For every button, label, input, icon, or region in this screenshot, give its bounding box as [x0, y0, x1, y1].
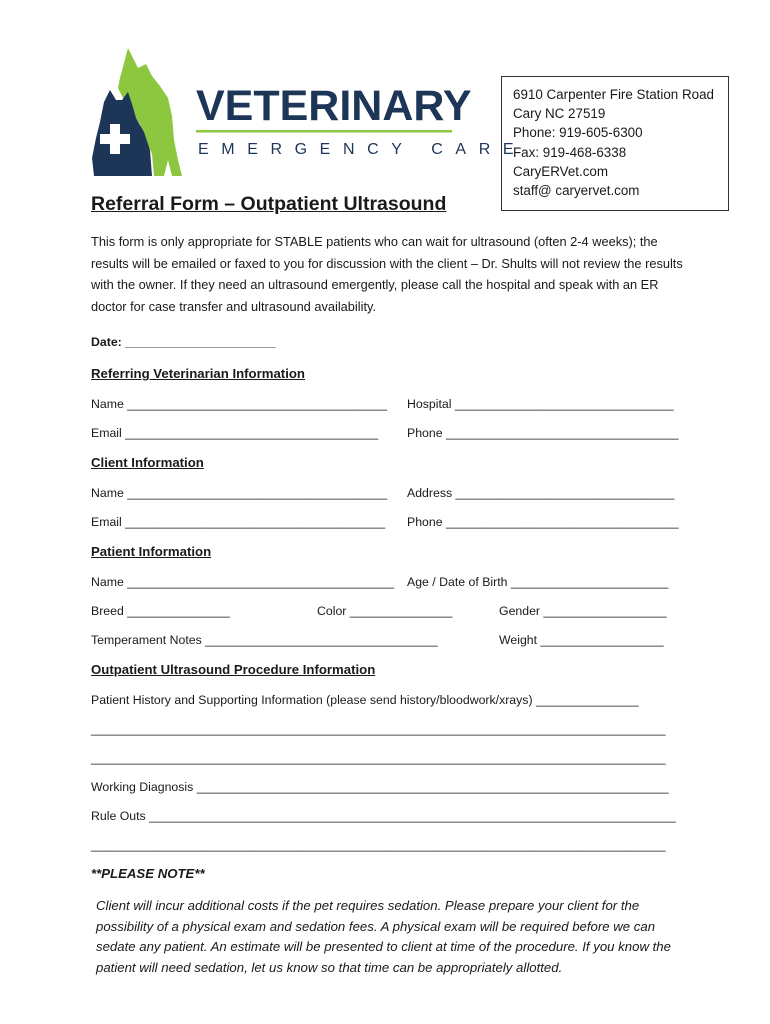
section-procedure: Outpatient Ultrasound Procedure Information	[91, 662, 376, 677]
client-email-field[interactable]: Email ______________________________________	[91, 515, 386, 529]
ref-name-field[interactable]: Name ______________________________________	[91, 397, 388, 411]
ref-email-field[interactable]: Email _____________________________________	[91, 426, 379, 440]
blank-line[interactable]: ____________________________________________________________________________________	[91, 838, 666, 852]
color-field[interactable]: Color _______________	[317, 604, 453, 618]
note-title: **PLEASE NOTE**	[91, 866, 205, 881]
address-street: 6910 Carpenter Fire Station Road	[513, 87, 714, 102]
ref-phone-field[interactable]: Phone __________________________________	[407, 426, 679, 440]
address-city: Cary NC 27519	[513, 106, 606, 122]
breed-field[interactable]: Breed _______________	[91, 604, 230, 618]
address-email: staff@ caryervet.com	[513, 183, 640, 199]
section-referring-vet: Referring Veterinarian Information	[91, 366, 305, 381]
history-field[interactable]: Patient History and Supporting Information (please send history/bloodwork/xrays) _______________	[91, 693, 639, 707]
client-name-field[interactable]: Name ______________________________________	[91, 486, 388, 500]
intro-paragraph: This form is only appropriate for STABLE patients who can wait for ultrasound (often 2-4 weeks); the results will be emailed or faxed to you for discussion with the client – Dr. Shults will not review the results with the owner. If they need an ultrasound emergently, please call the hospital and speak with an ER doctor for case transfer and ultrasound availability.	[91, 234, 683, 314]
dog-cat-cross-icon	[88, 42, 527, 182]
note-body: Client will incur additional costs if the pet requires sedation. Please prepare your client for the possibility of a physical exam and sedation fees. A physical exam will be required before we can sedate any patient. An estimate will be presented to client at time of the procedure. If you know the patient will need sedation, let us know so that time can be appropriately allotted.	[96, 898, 671, 975]
ruleouts-field[interactable]: Rule Outs _____________________________________________________________________________	[91, 809, 676, 823]
weight-field[interactable]: Weight __________________	[499, 633, 664, 647]
client-phone-field[interactable]: Phone __________________________________	[407, 515, 679, 529]
address-fax: Fax: 919-468-6338	[513, 144, 627, 160]
temperament-field[interactable]: Temperament Notes __________________________________	[91, 633, 438, 647]
blank-line[interactable]: ____________________________________________________________________________________	[91, 751, 666, 765]
address-website: CaryERVet.com	[513, 163, 609, 179]
address-box	[501, 76, 729, 211]
section-patient: Patient Information	[91, 544, 212, 559]
blank-line[interactable]: ____________________________________________________________________________________	[91, 722, 666, 736]
ref-hospital-field[interactable]: Hospital ________________________________	[407, 397, 674, 411]
form-title: Referral Form – Outpatient Ultrasound	[91, 193, 447, 215]
logo-divider	[196, 130, 452, 133]
address-phone: Phone: 919-605-6300	[513, 125, 643, 141]
diagnosis-field[interactable]: Working Diagnosis _____________________________________________________________________	[91, 780, 669, 794]
logo-subtitle: EMERGENCY CARE	[198, 141, 527, 158]
date-field[interactable]: Date: ______________________	[91, 335, 276, 349]
logo-name: VETERINARY	[196, 82, 472, 130]
gender-field[interactable]: Gender __________________	[499, 604, 667, 618]
patient-name-field[interactable]: Name _______________________________________	[91, 575, 394, 589]
patient-age-field[interactable]: Age / Date of Birth _______________________	[407, 575, 669, 589]
section-client: Client Information	[91, 455, 204, 470]
client-address-field[interactable]: Address ________________________________	[407, 486, 675, 500]
clinic-logo	[88, 42, 527, 182]
